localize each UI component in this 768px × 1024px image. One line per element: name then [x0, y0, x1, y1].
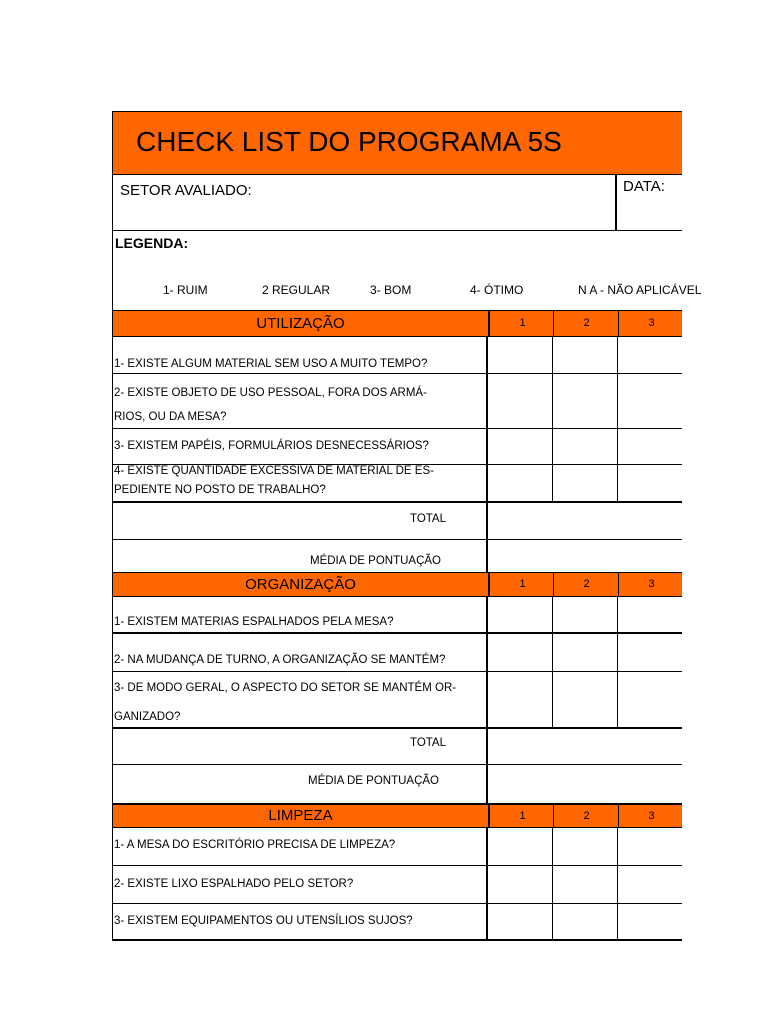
column-header-3: 3: [618, 573, 684, 596]
grid-line: [486, 828, 488, 941]
column-header-2: 2: [553, 573, 619, 596]
question-utilizacao-4-cont: PEDIENTE NO POSTO DE TRABALHO?: [114, 484, 326, 496]
grid-line: [552, 597, 553, 727]
legend: [112, 231, 702, 310]
column-header-3: 3: [618, 805, 684, 827]
column-header-1: 1: [488, 805, 555, 827]
grid-line: [112, 727, 682, 729]
grid-line: [112, 828, 113, 941]
question-organizacao-3-cont: GANIZADO?: [114, 711, 181, 723]
column-header-2: 2: [553, 311, 619, 336]
section-title: ORGANIZAÇÃO: [245, 576, 356, 593]
legend-item-ruim: 1- RUIM: [163, 283, 208, 297]
legend-item-nao-aplicavel: N A - NÃO APLICÁVEL: [578, 283, 702, 297]
question-utilizacao-2-cont: RIOS, OU DA MESA?: [114, 411, 227, 423]
grid-line: [112, 597, 113, 803]
grid-line: [617, 337, 618, 502]
column-header-1: 1: [488, 573, 555, 596]
column-header-3: 3: [618, 311, 684, 336]
grid-line: [112, 764, 682, 765]
grid-line: [112, 539, 682, 540]
grid-line: [552, 337, 553, 502]
page-title: CHECK LIST DO PROGRAMA 5S: [136, 126, 562, 157]
legend-item-regular: 2 REGULAR: [262, 283, 331, 297]
question-utilizacao-3: 3- EXISTEM PAPÉIS, FORMULÁRIOS DESNECESSÁRIOS?: [114, 440, 429, 452]
grid-line: [617, 828, 618, 941]
question-utilizacao-4: 4- EXISTE QUANTIDADE EXCESSIVA DE MATERIAL DE ES-: [114, 465, 434, 477]
legend-item-otimo: 4- ÓTIMO: [470, 283, 524, 297]
legend-title: LEGENDA:: [115, 235, 189, 251]
total-label: TOTAL: [410, 737, 446, 749]
grid-line: [486, 597, 488, 803]
data-field[interactable]: [617, 175, 682, 231]
question-organizacao-2: 2- NA MUDANÇA DE TURNO, A ORGANIZAÇÃO SE MANTÉM?: [114, 654, 446, 666]
section-header-limpeza: [112, 803, 682, 828]
section-title: UTILIZAÇÃO: [256, 315, 345, 332]
grid-line: [617, 597, 618, 727]
section-header-organizacao: [112, 572, 682, 597]
question-organizacao-3: 3- DE MODO GERAL, O ASPECTO DO SETOR SE MANTÉM OR-: [114, 682, 457, 694]
grid-line: [112, 939, 682, 941]
setor-field[interactable]: [112, 175, 617, 231]
question-limpeza-3: 3- EXISTEM EQUIPAMENTOS OU UTENSÍLIOS SUJOS?: [114, 915, 413, 927]
title-bar: [112, 111, 682, 175]
grid-line: [112, 903, 682, 904]
question-organizacao-1: 1- EXISTEM MATERIAS ESPALHADOS PELA MESA?: [114, 616, 394, 628]
grid-line: [112, 865, 682, 866]
question-limpeza-2: 2- EXISTE LIXO ESPALHADO PELO SETOR?: [114, 878, 354, 890]
media-label: MÉDIA DE PONTUAÇÃO: [310, 555, 441, 567]
grid-line: [112, 501, 682, 503]
data-label: DATA:: [623, 178, 665, 195]
question-limpeza-1: 1- A MESA DO ESCRITÓRIO PRECISA DE LIMPEZA?: [114, 839, 396, 851]
legend-item-bom: 3- BOM: [370, 283, 412, 297]
setor-label: SETOR AVALIADO:: [120, 182, 252, 199]
column-header-1: 1: [488, 311, 555, 336]
question-utilizacao-2: 2- EXISTE OBJETO DE USO PESSOAL, FORA DOS ARMÁ-: [114, 387, 427, 399]
column-header-2: 2: [553, 805, 619, 827]
total-label: TOTAL: [410, 513, 446, 525]
grid-line: [552, 828, 553, 941]
section-header-utilizacao: [112, 310, 682, 337]
question-utilizacao-1: 1- EXISTE ALGUM MATERIAL SEM USO A MUITO TEMPO?: [114, 358, 428, 370]
section-title: LIMPEZA: [268, 807, 333, 824]
media-label: MÉDIA DE PONTUAÇÃO: [308, 775, 439, 787]
